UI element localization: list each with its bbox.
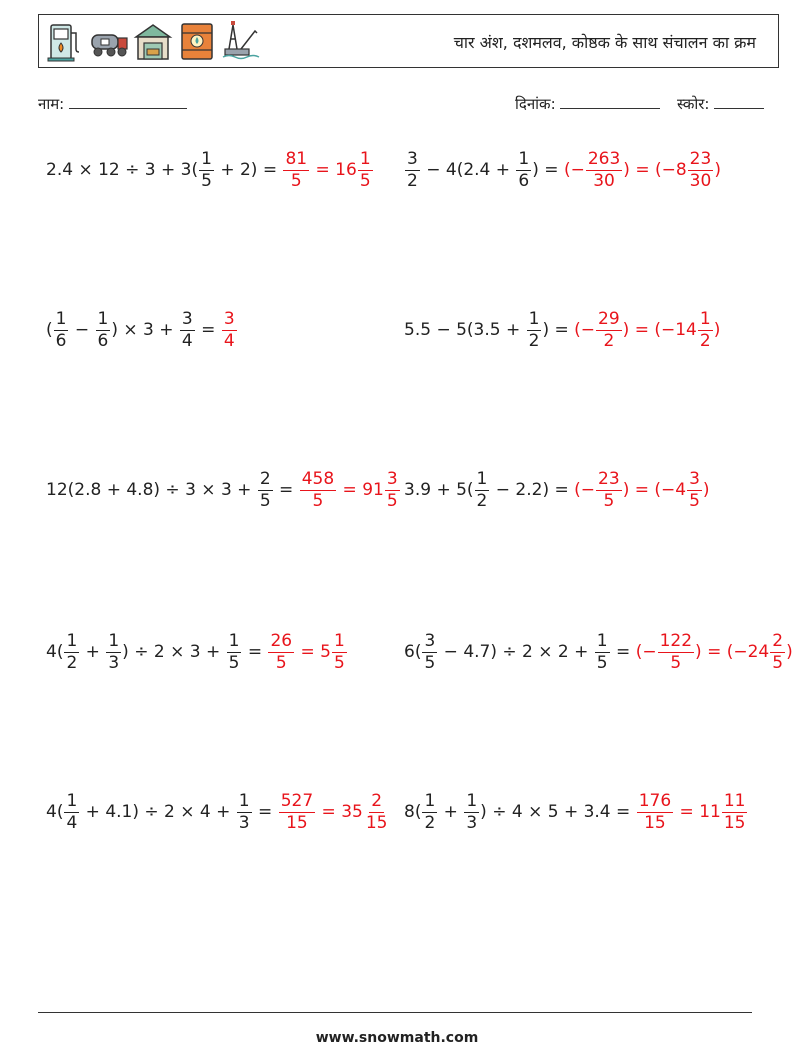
expression-text: +: [438, 801, 464, 822]
fuel-pump-icon: [45, 19, 85, 63]
name-label: नाम:: [38, 95, 65, 113]
denominator: 15: [286, 812, 308, 833]
score-blank: [714, 95, 764, 109]
expression-text: =: [242, 641, 268, 662]
denominator: 4: [181, 330, 193, 351]
problem-7: [46, 630, 348, 674]
numerator: 3: [424, 630, 436, 651]
fraction: [96, 308, 111, 351]
fraction: [283, 148, 309, 191]
date-field: [515, 94, 660, 114]
score-field: [677, 94, 764, 114]
numerator: 1: [201, 148, 212, 169]
expression-text: = 5: [295, 641, 331, 662]
fraction: [364, 790, 390, 833]
expression-text: ) = (−8: [623, 159, 687, 180]
denominator: 6: [518, 170, 530, 191]
numerator: 3: [386, 468, 398, 489]
expression-text: ) = (−24: [695, 641, 770, 662]
expression-text: ) =: [542, 319, 575, 340]
expression-text: ) = (−4: [622, 479, 687, 500]
expression-text: =: [610, 641, 636, 662]
denominator: 5: [359, 170, 371, 191]
problem-6: [404, 468, 710, 512]
expression-text: ) = (−14: [622, 319, 697, 340]
expression-text: (−: [635, 641, 657, 662]
oil-rig-icon: [221, 19, 261, 63]
numerator: 26: [270, 630, 293, 651]
numerator: 2: [772, 630, 784, 651]
numerator: 1: [424, 790, 436, 811]
fraction: [464, 790, 479, 833]
expression-text: ) ÷ 2 × 3 +: [122, 641, 226, 662]
numerator: 3: [223, 308, 235, 329]
numerator: 263: [587, 148, 621, 169]
denominator: 30: [593, 170, 615, 191]
denominator: 2: [603, 330, 615, 351]
expression-text: = 16: [310, 159, 357, 180]
expression-text: = 91: [337, 479, 384, 500]
fraction: [586, 148, 622, 191]
numerator: 1: [66, 630, 78, 651]
answer: [636, 790, 749, 833]
answer: [299, 468, 401, 511]
fraction: [332, 630, 347, 673]
problem-5: [46, 468, 401, 512]
fraction: [422, 630, 437, 673]
fraction: [358, 148, 373, 191]
problem-1: [46, 148, 374, 192]
fraction: [300, 468, 336, 511]
numerator: 11: [723, 790, 746, 811]
worksheet-title: चार अंश, दशमलव, कोष्ठक के साथ संचालन का क्रम: [453, 33, 756, 52]
expression-text: ) =: [532, 159, 564, 180]
fraction: [422, 790, 437, 833]
numerator: 1: [108, 630, 120, 651]
numerator: 1: [228, 630, 240, 651]
denominator: 2: [66, 652, 78, 673]
denominator: 3: [466, 812, 478, 833]
denominator: 15: [723, 812, 746, 833]
answer: [221, 308, 238, 351]
numerator: 1: [699, 308, 711, 329]
expression-text: (: [46, 319, 53, 340]
numerator: 1: [476, 468, 488, 489]
denominator: 2: [699, 330, 711, 351]
fraction: [637, 790, 673, 833]
answer: [267, 630, 347, 673]
numerator: 527: [280, 790, 314, 811]
expression-text: 8(: [404, 801, 422, 822]
expression-text: − 4(2.4 +: [420, 159, 516, 180]
denominator: 6: [97, 330, 109, 351]
fraction: [64, 630, 79, 673]
fraction: [596, 468, 622, 511]
worksheet-header: [38, 14, 779, 68]
problem-3: [46, 308, 238, 352]
expression-text: +: [80, 641, 106, 662]
denominator: 5: [424, 652, 436, 673]
denominator: 2: [407, 170, 418, 191]
denominator: 4: [223, 330, 235, 351]
expression-text: + 4.1) ÷ 2 × 4 +: [80, 801, 236, 822]
numerator: 1: [466, 790, 478, 811]
expression-text: − 4.7) ÷ 2 × 2 +: [438, 641, 594, 662]
expression-text: ): [713, 319, 721, 340]
oil-drum-icon: [177, 19, 217, 63]
fraction: [268, 630, 294, 673]
fraction: [516, 148, 531, 191]
fraction: [722, 790, 748, 833]
numerator: 2: [259, 468, 271, 489]
numerator: 1: [528, 308, 540, 329]
expression-text: − 2.2) =: [490, 479, 575, 500]
numerator: 1: [334, 630, 345, 651]
expression-text: 4(: [46, 801, 64, 822]
fraction: [54, 308, 69, 351]
denominator: 5: [603, 490, 615, 511]
denominator: 5: [689, 490, 700, 511]
answer: [574, 468, 710, 511]
fraction: [199, 148, 214, 191]
expression-text: ) × 3 +: [111, 319, 179, 340]
fraction: [475, 468, 490, 511]
denominator: 15: [365, 812, 388, 833]
expression-text: −: [69, 319, 95, 340]
problem-9: [46, 790, 390, 834]
denominator: 3: [108, 652, 120, 673]
expression-text: 5.5 − 5(3.5 +: [404, 319, 526, 340]
numerator: 81: [285, 148, 308, 169]
expression-text: =: [195, 319, 221, 340]
fraction: [687, 468, 702, 511]
expression-text: + 2) =: [214, 159, 283, 180]
denominator: 5: [334, 652, 345, 673]
fraction: [688, 148, 714, 191]
numerator: 23: [598, 468, 620, 489]
numerator: 23: [689, 148, 712, 169]
numerator: 3: [181, 308, 193, 329]
fraction: [237, 790, 252, 833]
denominator: 5: [275, 652, 287, 673]
fraction: [64, 790, 79, 833]
numerator: 1: [66, 790, 78, 811]
expression-text: (−: [574, 479, 596, 500]
problem-8: [404, 630, 793, 674]
numerator: 1: [596, 630, 608, 651]
numerator: 1: [97, 308, 109, 329]
denominator: 5: [201, 170, 212, 191]
fraction: [106, 630, 121, 673]
expression-text: 12(2.8 + 4.8) ÷ 3 × 3 +: [46, 479, 257, 500]
expression-text: (−: [574, 319, 596, 340]
numerator: 2: [371, 790, 383, 811]
fraction: [222, 308, 237, 351]
denominator: 3: [238, 812, 250, 833]
denominator: 5: [772, 652, 784, 673]
fraction: [227, 630, 242, 673]
answer: [282, 148, 373, 191]
fraction: [596, 308, 622, 351]
denominator: 5: [312, 490, 324, 511]
denominator: 15: [644, 812, 666, 833]
expression-text: ) ÷ 4 × 5 + 3.4 =: [480, 801, 636, 822]
denominator: 5: [670, 652, 682, 673]
date-blank: [560, 95, 660, 109]
expression-text: 4(: [46, 641, 64, 662]
denominator: 5: [228, 652, 240, 673]
problem-4: [404, 308, 720, 352]
problem-2: [404, 148, 721, 192]
expression-text: (−: [563, 159, 585, 180]
answer: [278, 790, 391, 833]
date-label: दिनांक:: [515, 95, 556, 113]
fraction: [258, 468, 273, 511]
numerator: 122: [659, 630, 693, 651]
numerator: 1: [518, 148, 530, 169]
denominator: 2: [476, 490, 488, 511]
footer-url: www.snowmath.com: [315, 1030, 479, 1046]
numerator: 1: [238, 790, 250, 811]
denominator: 5: [596, 652, 608, 673]
fraction: [279, 790, 315, 833]
name-field: [38, 94, 187, 114]
tanker-truck-icon: [89, 19, 129, 63]
expression-text: ): [714, 159, 721, 180]
header-icons: [45, 19, 261, 63]
fraction: [658, 630, 694, 673]
expression-text: ): [702, 479, 710, 500]
footer-divider: [38, 1012, 752, 1013]
score-label: स्कोर:: [677, 95, 710, 113]
fraction: [698, 308, 713, 351]
fraction: [385, 468, 400, 511]
expression-text: 2.4 × 12 ÷ 3 + 3(: [46, 159, 199, 180]
name-blank: [69, 95, 187, 109]
expression-text: = 11: [674, 801, 721, 822]
numerator: 3: [407, 148, 418, 169]
expression-text: = 35: [316, 801, 363, 822]
answer: [574, 308, 721, 351]
denominator: 5: [259, 490, 271, 511]
problem-10: [404, 790, 748, 834]
answer: [635, 630, 793, 673]
fraction: [180, 308, 195, 351]
fraction: [527, 308, 542, 351]
denominator: 30: [689, 170, 712, 191]
expression-text: =: [273, 479, 299, 500]
numerator: 29: [598, 308, 620, 329]
numerator: 3: [689, 468, 700, 489]
expression-text: 6(: [404, 641, 422, 662]
numerator: 176: [638, 790, 672, 811]
answer: [563, 148, 721, 191]
fraction: [405, 148, 420, 191]
numerator: 1: [55, 308, 67, 329]
expression-text: ): [786, 641, 793, 662]
fraction: [595, 630, 610, 673]
denominator: 5: [386, 490, 398, 511]
numerator: 1: [359, 148, 371, 169]
denominator: 4: [66, 812, 78, 833]
denominator: 5: [290, 170, 302, 191]
fraction: [770, 630, 785, 673]
denominator: 6: [55, 330, 67, 351]
warehouse-icon: [133, 19, 173, 63]
expression-text: 3.9 + 5(: [404, 479, 474, 500]
expression-text: =: [252, 801, 278, 822]
denominator: 2: [528, 330, 540, 351]
denominator: 2: [424, 812, 436, 833]
numerator: 458: [301, 468, 335, 489]
